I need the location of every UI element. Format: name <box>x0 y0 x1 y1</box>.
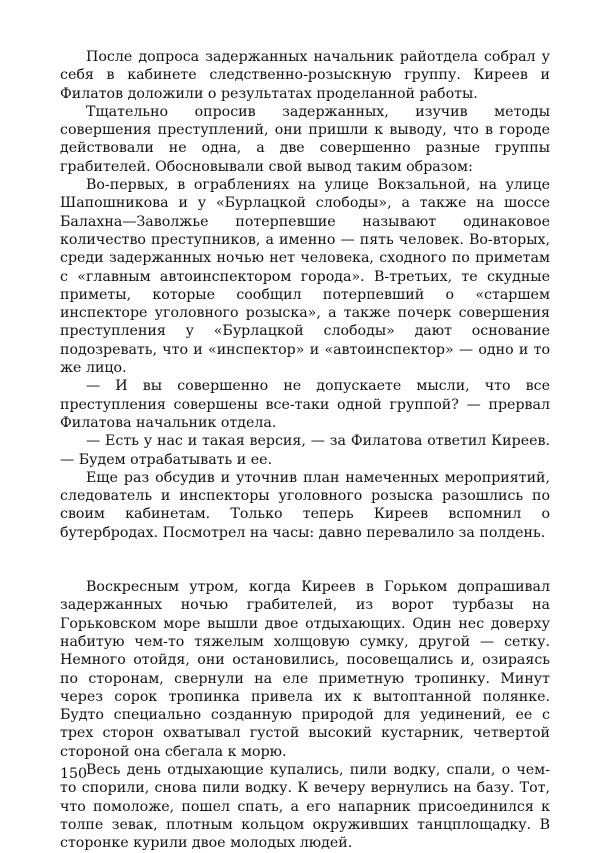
paragraph-6: Весь день отдыхающие купались, пили водку, спали, о чем-то спорили, снова пили водку. К вечеру вернулись на базу. Тот, что помоложе, пошел спать, а его напарник присоединился к толпе зевак, плотным кольцом окруживших танцплощадку. В сторонке курили двое молодых людей. <box>60 761 550 852</box>
section-2 <box>60 578 550 852</box>
paragraph-1: После допроса задержанных начальник райотдела собрал у себя в кабинете следственно-розыскную группу. Киреев и Филатов доложили о результатах проделанной работы. <box>60 49 550 102</box>
page-number: 150 <box>60 766 88 782</box>
dialogue-line-2: — Есть у нас и такая версия, — за Филатова ответил Киреев. — Будем отрабатывать и ее. <box>60 433 550 468</box>
dialogue-line-1: — И вы совершенно не допускаете мысли, что все преступления совершены все-таки одной группой? — прервал Филатова начальник отдела. <box>60 378 550 431</box>
paragraph-2: Тщательно опросив задержанных, изучив методы совершения преступлений, они пришли к выводу, что в городе действовали не одна, а две совершенно разные группы грабителей. Обосновывали свой вывод таким образом: <box>60 103 550 175</box>
section-break <box>60 542 550 578</box>
paragraph-4: Еще раз обсудив и уточнив план намеченных мероприятий, следователь и инспекторы уголовного розыска разошлись по своим кабинетам. Только теперь Киреев вспомнил о бутербродах. Посмотрел на часы: давно перевалило за полдень. <box>60 469 550 541</box>
paragraph-3: Во-первых, в ограблениях на улице Вокзальной, на улице Шапошникова и у «Бурлацкой слободы», а также на шоссе Балахна—Заволжье потерпевшие называют одинаковое количество преступников, а именно — пять человек. Во-вторых, среди задержанных ночью нет человека, сходного по приметам с «главным автоинспектором города». В-третьих, те скудные приметы, которые сообщил потерпевший о «старшем инспекторе уголовного розыска», а также почерк совершения преступления у «Бурлацкой слободы» дают основание подозревать, что и «инспектор» и «автоинспектор» — одно и то же лицо. <box>60 177 550 377</box>
page-body <box>60 48 550 852</box>
paragraph-5: Воскресным утром, когда Киреев в Горьком допрашивал задержанных ночью грабителей, из ворот турбазы на Горьковском море вышли двое отдыхающих. Один нес доверху набитую чем-то тяжелым холщовую сумку, другой — сетку. Немного отойдя, они остановились, посовещались и, озираясь по сторонам, свернули на еле приметную тропинку. Минут через сорок тропинка привела их к вытоптанной полянке. Будто специально созданную природой для уединений, ее с трех сторон охватывал густой высокий кустарник, четвертой стороной она сбегала к морю. <box>60 579 550 760</box>
section-1 <box>60 48 550 542</box>
